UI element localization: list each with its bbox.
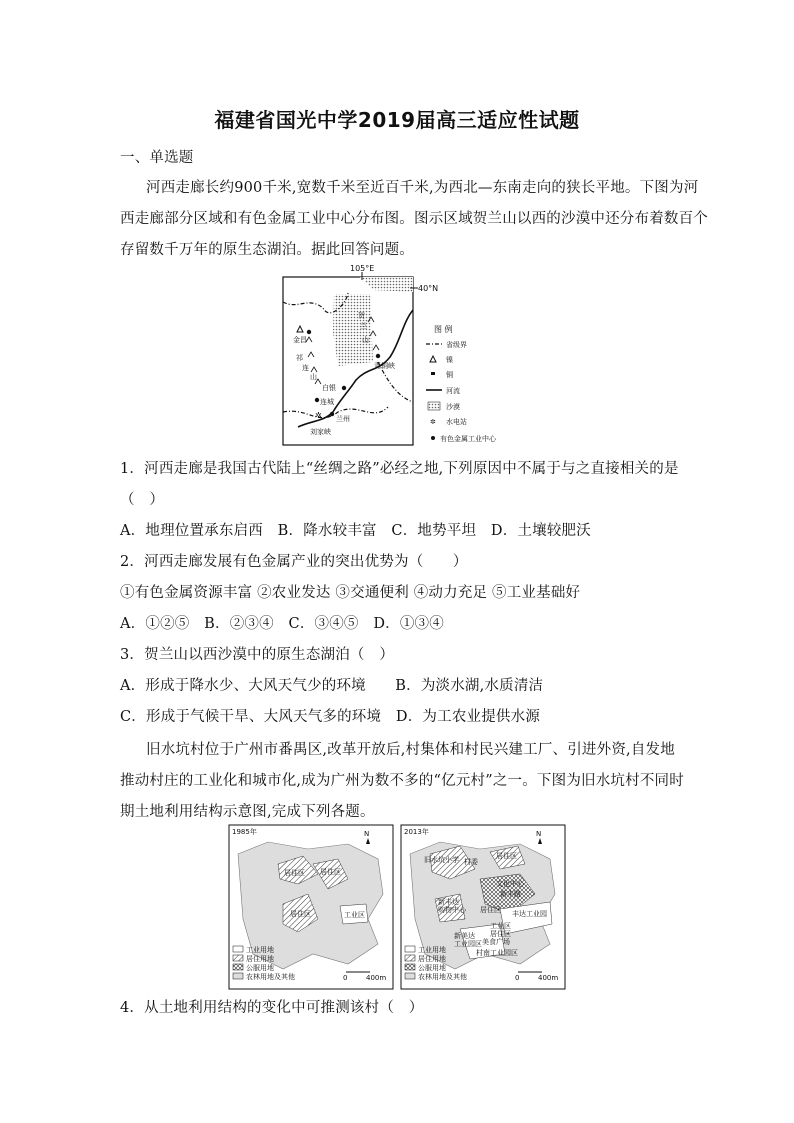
hexi-corridor-map xyxy=(278,262,528,448)
place-jinchang: 金昌 xyxy=(293,336,307,344)
longitude-label: 105°E xyxy=(350,264,375,273)
place-lan: 兰 xyxy=(360,322,367,330)
svg-text:居住区: 居住区 xyxy=(496,852,517,860)
svg-text:工业园区: 工业园区 xyxy=(454,940,482,948)
svg-text:村委: 村委 xyxy=(464,858,478,866)
place-liujiaxia: 刘家峡 xyxy=(310,428,331,436)
svg-text:沙漠: 沙漠 xyxy=(446,403,460,411)
passage2-line3: 期土地利用结构示意图,完成下列各题。 xyxy=(120,804,375,820)
svg-text:工业用地: 工业用地 xyxy=(418,946,446,954)
nickel-symbol xyxy=(297,326,303,332)
svg-text:1985年: 1985年 xyxy=(232,828,257,836)
svg-text:公服用地: 公服用地 xyxy=(418,964,446,972)
passage2-line2: 推动村庄的工业化和城市化,成为广州为数不多的“亿元村”之一。下图为旧水坑村不同时 xyxy=(120,773,684,789)
svg-text:旧水坑小学: 旧水坑小学 xyxy=(424,856,459,864)
q3-stem: 3．贺兰山以西沙漠中的原生态湖泊（ ） xyxy=(120,647,395,663)
svg-text:居住区: 居住区 xyxy=(490,930,511,938)
latitude-label: 40°N xyxy=(418,284,439,293)
svg-text:居住区: 居住区 xyxy=(480,906,501,914)
map-1985 xyxy=(229,825,393,989)
hydro-station-icon: ✲ xyxy=(315,411,322,420)
svg-text:丰达工业园: 丰达工业园 xyxy=(512,910,547,918)
place-shan: 山 xyxy=(310,373,317,381)
svg-text:400m: 400m xyxy=(366,974,387,982)
place-he: 贺 xyxy=(358,312,365,320)
q2-stem: 2．河西走廊发展有色金属产业的突出优势为（ ） xyxy=(120,554,468,570)
q1-options: A．地理位置承东启西 B．降水较丰富 C．地势平坦 D．土壤较肥沃 xyxy=(120,523,591,539)
svg-text:水电站: 水电站 xyxy=(446,418,467,426)
q2-options: A．①②⑤ B．②③④ C．③④⑤ D．①③④ xyxy=(120,616,444,632)
svg-text:河流: 河流 xyxy=(446,387,460,395)
desert-area xyxy=(333,277,413,366)
svg-text:N: N xyxy=(364,830,370,838)
svg-text:2013年: 2013年 xyxy=(404,828,429,836)
q1-bracket: （ ） xyxy=(120,492,165,508)
q3-options-cd: C．形成于气候干旱、大风天气多的环境 D．为工农业提供水源 xyxy=(120,709,541,725)
section-heading: 一、单选题 xyxy=(120,150,194,166)
passage2-line1: 旧水坑村位于广州市番禺区,改革开放后,村集体和村民兴建工厂、引进外资,自发地 xyxy=(146,742,675,758)
map-2013 xyxy=(401,825,565,989)
svg-text:工业区: 工业区 xyxy=(490,922,511,930)
svg-text:N: N xyxy=(536,830,542,838)
svg-text:图 例: 图 例 xyxy=(434,325,453,334)
svg-text:农林用地及其他: 农林用地及其他 xyxy=(246,973,295,981)
svg-text:新丰路: 新丰路 xyxy=(500,890,521,898)
passage1-line2: 西走廊部分区域和有色金属工业中心分布图。图示区域贺兰山以西的沙漠中还分布着数百个 xyxy=(120,211,708,227)
map1-legend xyxy=(426,324,497,443)
q4-stem: 4．从土地利用结构的变化中可推测该村（ ） xyxy=(120,1000,424,1016)
svg-text:新美达: 新美达 xyxy=(454,932,475,940)
svg-text:工业区: 工业区 xyxy=(344,911,365,919)
place-baiyin: 白银 xyxy=(322,384,336,392)
svg-text:镍: 镍 xyxy=(446,356,453,364)
svg-text:✲: ✲ xyxy=(430,418,436,426)
land-use-maps xyxy=(228,824,566,990)
svg-text:居住区: 居住区 xyxy=(284,869,305,877)
svg-text:400m: 400m xyxy=(538,974,559,982)
passage1-line1: 河西走廊长约900千米,宽数千米至近百千米,为西北—东南走向的狭长平地。下图为河 xyxy=(146,180,699,196)
svg-text:0: 0 xyxy=(343,974,348,982)
svg-text:购物中心: 购物中心 xyxy=(438,906,466,914)
svg-text:村南工业园区: 村南工业园区 xyxy=(476,949,518,957)
svg-text:居住用地: 居住用地 xyxy=(246,955,274,963)
svg-text:居住用地: 居住用地 xyxy=(418,955,446,963)
svg-text:居住区: 居住区 xyxy=(290,910,311,918)
place-qi: 祁 xyxy=(296,354,303,362)
place-lanzhou: 兰州 xyxy=(336,415,350,423)
svg-text:0: 0 xyxy=(515,974,520,982)
svg-text:有色金属工业中心: 有色金属工业中心 xyxy=(440,435,496,443)
svg-text:省级界: 省级界 xyxy=(446,341,467,349)
q3-options-ab: A．形成于降水少、大风天气少的环境 B．为淡水湖,水质清洁 xyxy=(120,678,544,694)
q2-items: ①有色金属资源丰富 ②农业发达 ③交通便利 ④动力充足 ⑤工业基础好 xyxy=(120,585,581,601)
svg-text:铜: 铜 xyxy=(446,371,453,379)
svg-text:公服用地: 公服用地 xyxy=(246,964,274,972)
svg-text:新丰达: 新丰达 xyxy=(438,898,459,906)
svg-text:农林用地及其他: 农林用地及其他 xyxy=(418,973,467,981)
q1-stem: 1．河西走廊是我国古代陆上“丝绸之路”必经之地,下列原因中不属于与之直接相关的是 xyxy=(120,461,679,477)
svg-text:居住区: 居住区 xyxy=(320,868,341,876)
svg-text:工业用地: 工业用地 xyxy=(246,946,274,954)
svg-text:美食广场: 美食广场 xyxy=(482,938,510,946)
place-liancheng: 连城 xyxy=(320,398,334,406)
svg-text:文化中心: 文化中心 xyxy=(496,880,524,888)
passage1-line3: 存留数千万年的原生态湖泊。据此回答问题。 xyxy=(120,242,414,258)
place-qingtongxia: 青铜峡 xyxy=(374,362,395,370)
exam-title: 福建省国光中学2019届高三适应性试题 xyxy=(214,108,580,132)
place-lian: 连 xyxy=(302,364,309,372)
place-shan2: 山 xyxy=(362,336,369,344)
